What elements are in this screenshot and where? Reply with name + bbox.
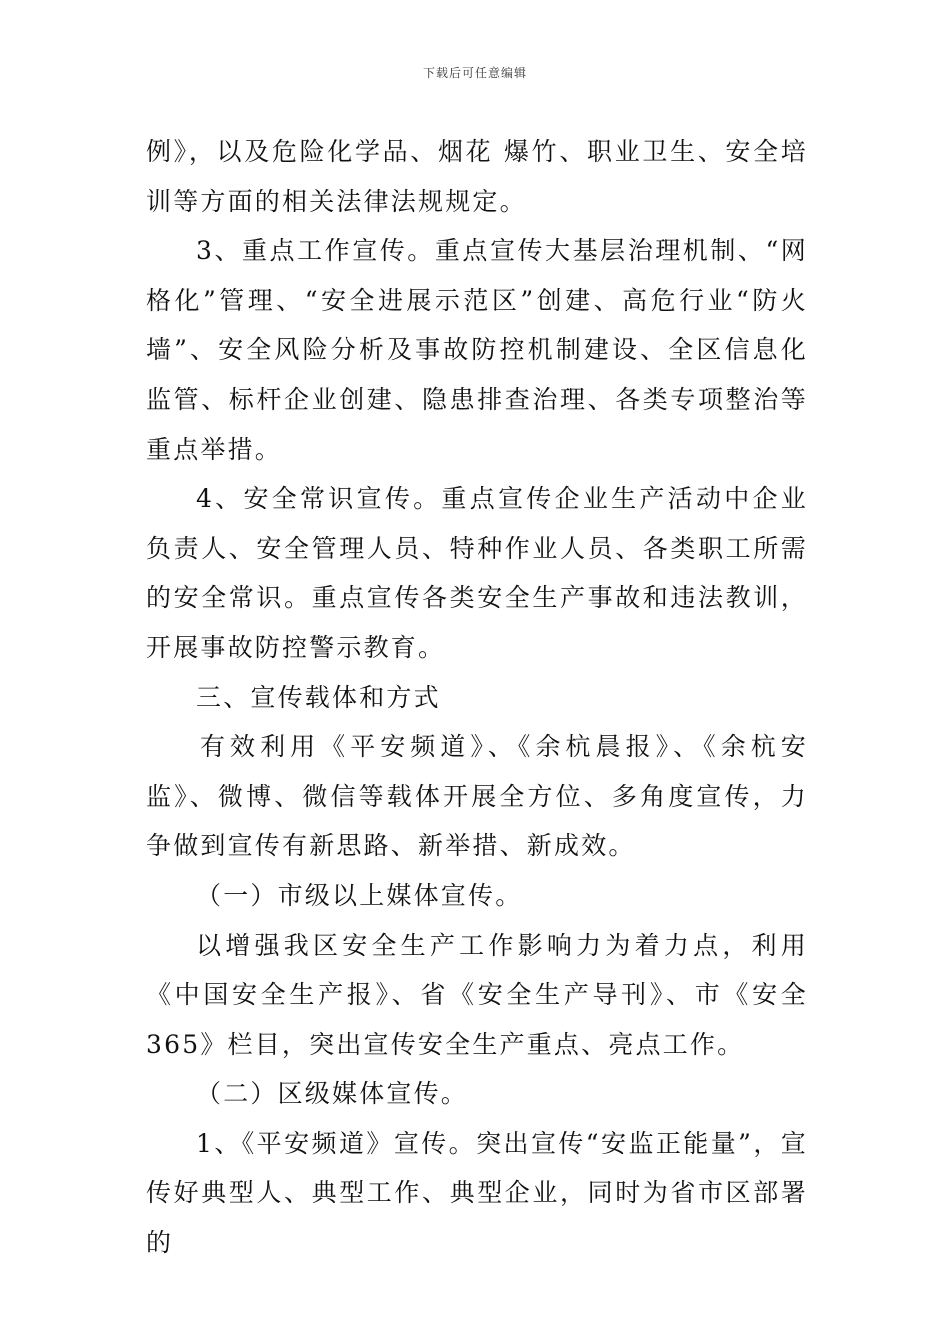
paragraph-media-usage: 有效利用《平安频道》、《余杭晨报》、《余杭安监》、微博、微信等载体开展全方位、多角度宣传，力争做到宣传有新思路、新举措、新成效。 [146, 732, 808, 861]
page-header: 下载后可任意编辑 [422, 66, 527, 80]
document-body [146, 127, 808, 1268]
section-heading-media: 三、宣传载体和方式 [196, 682, 441, 712]
paragraph-city-media: 以增强我区安全生产工作影响力为着力点，利用《中国安全生产报》、省《安全生产导刊》、市《安全365》栏目，突出宣传安全生产重点、亮点工作。 [146, 930, 808, 1059]
paragraph-key-work-publicity: 3、重点工作宣传。重点宣传大基层治理机制、“网格化”管理、“安全进展示范区”创建、高危行业“防火墙”、安全风险分析及事故防控机制建设、全区信息化监管、标杆企业创建、隐患排查治理、各类专项整治等重点举措。 [146, 236, 808, 464]
paragraph-continuation: 例》，以及危险化学品、烟花 爆竹、职业卫生、安全培训等方面的相关法律法规规定。 [146, 137, 808, 216]
subheading-city-media: （一）市级以上媒体宣传。 [196, 880, 523, 910]
subheading-district-media: （二）区级媒体宣传。 [196, 1079, 469, 1109]
paragraph-ping-an-channel: 1、《平安频道》宣传。突出宣传“安监正能量”，宣传好典型人、典型工作、典型企业，同时为省市区部署的 [146, 1128, 808, 1258]
paragraph-safety-knowledge: 4、安全常识宣传。重点宣传企业生产活动中企业负责人、安全管理人员、特种作业人员、各类职工所需的安全常识。重点宣传各类安全生产事故和违法教训，开展事故防控警示教育。 [146, 484, 808, 662]
